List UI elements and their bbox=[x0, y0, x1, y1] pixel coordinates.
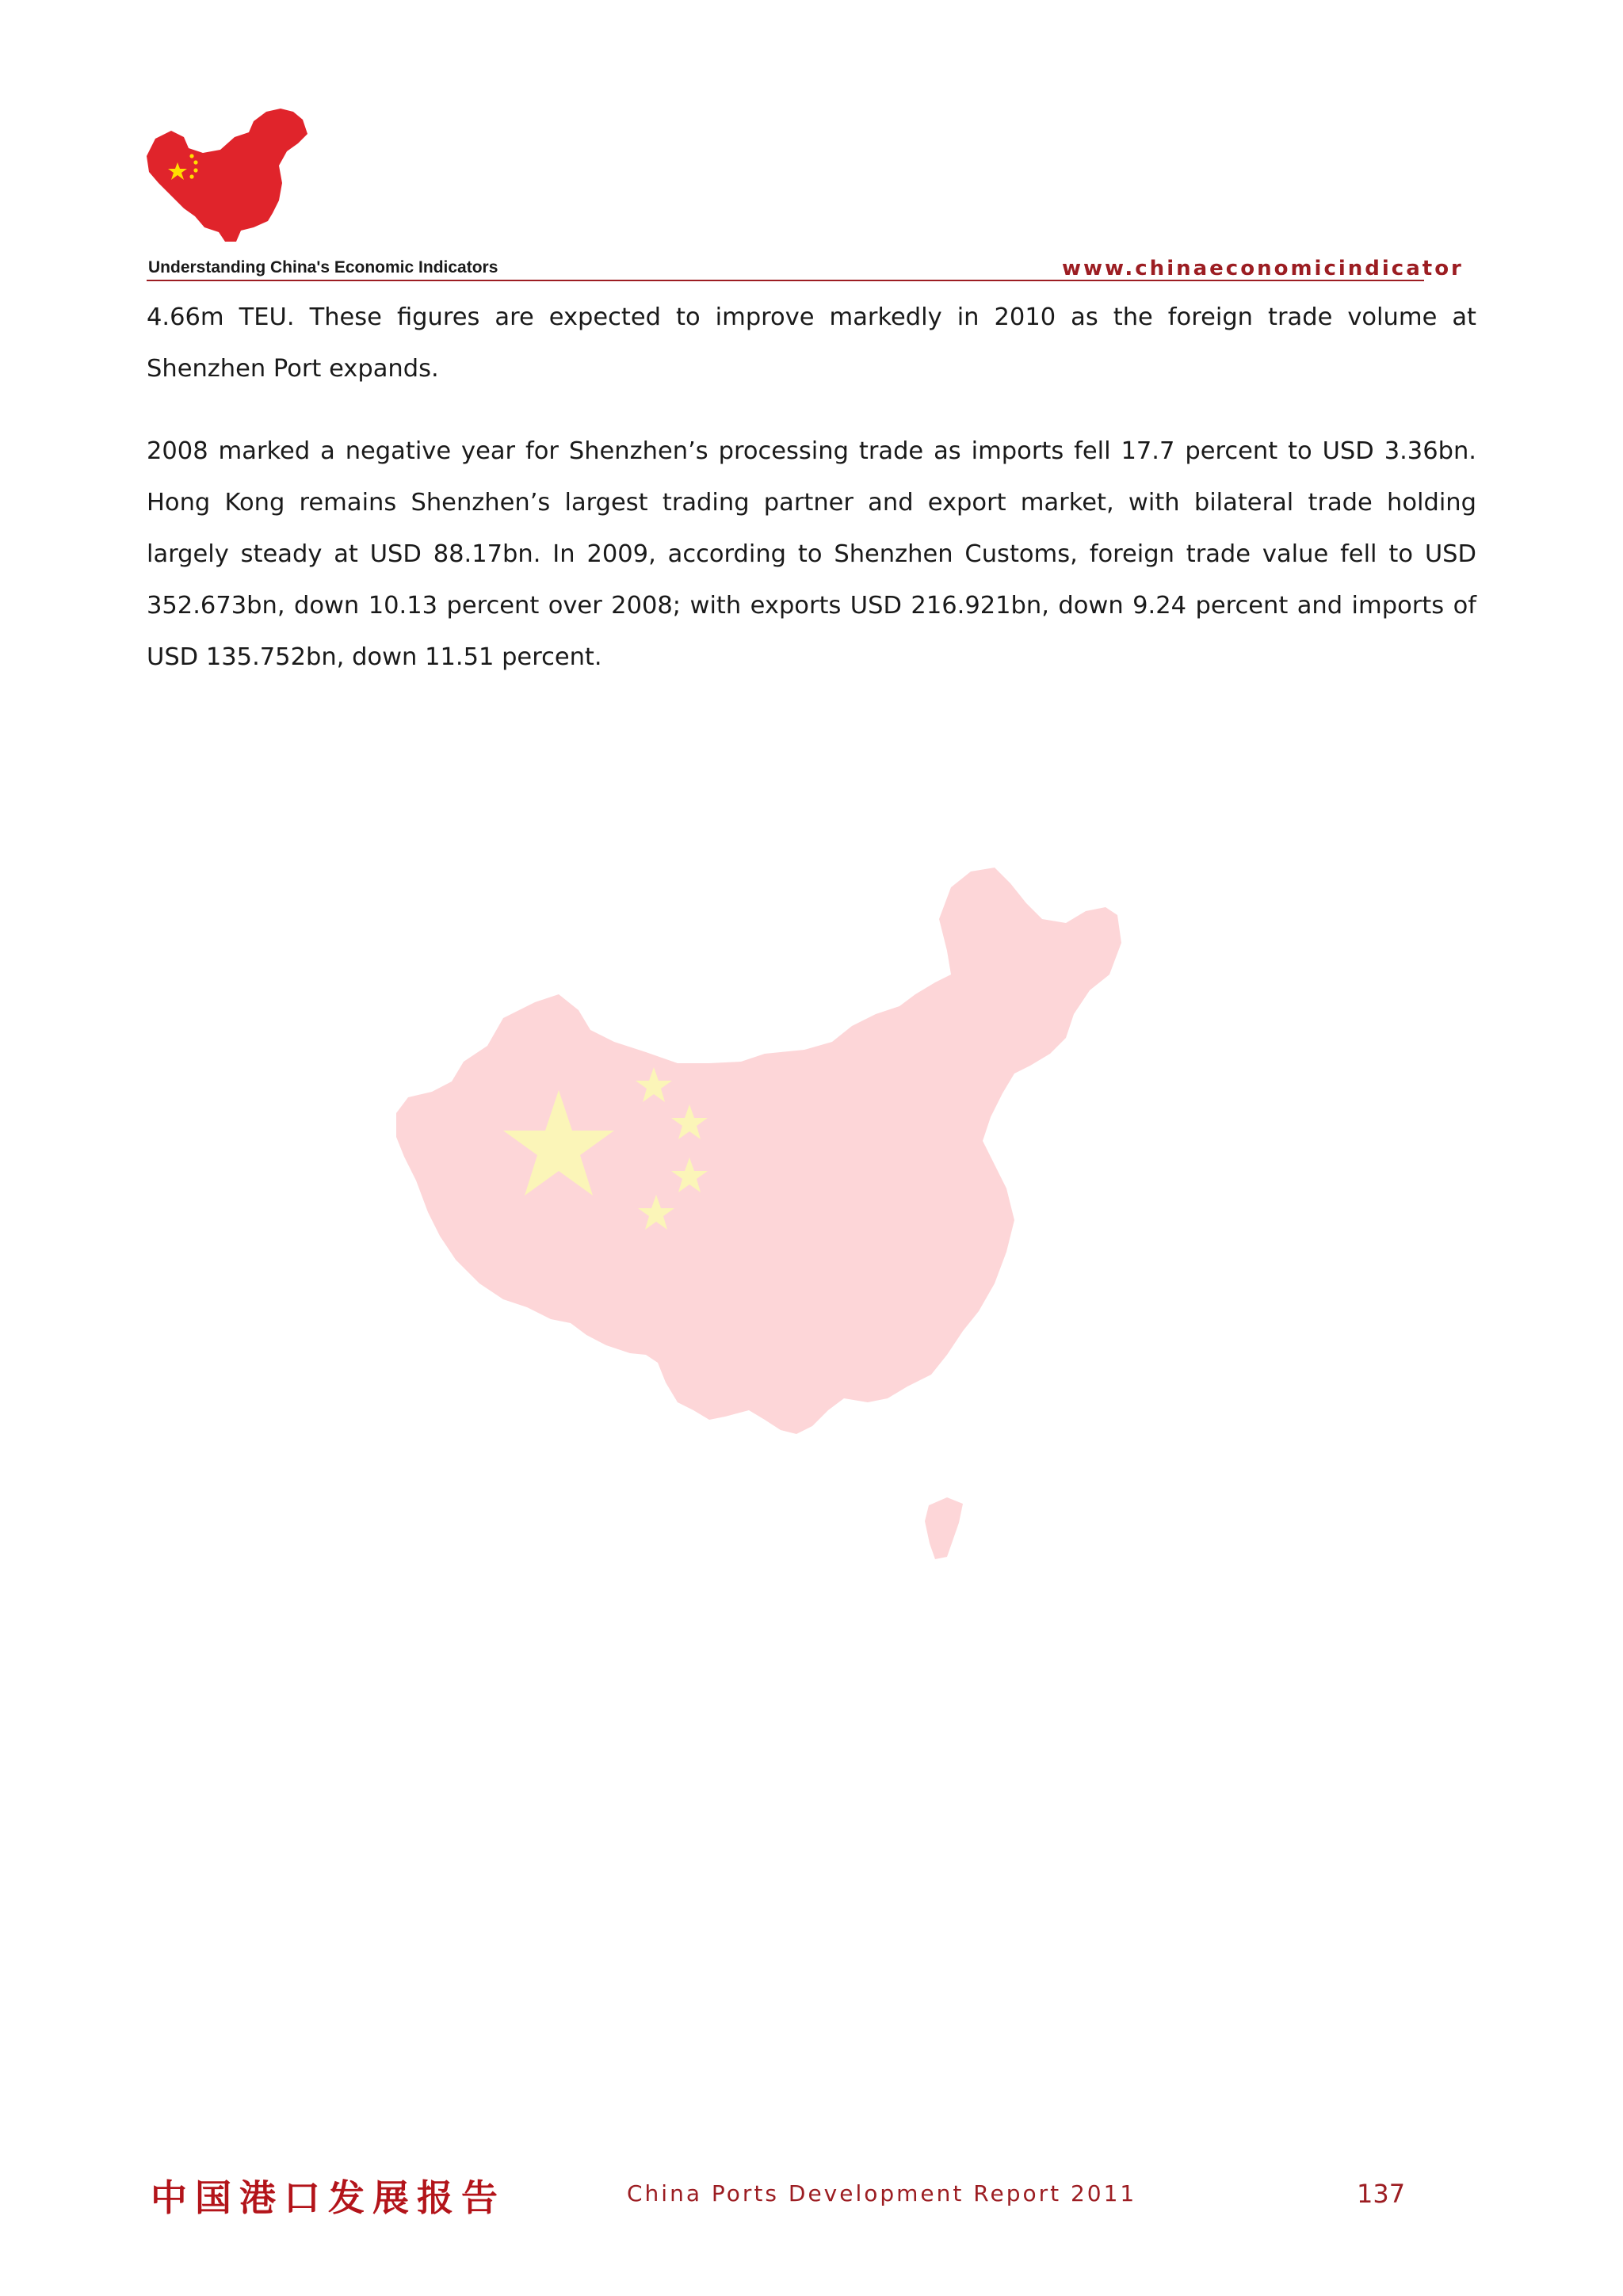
paragraph-2: 2008 marked a negative year for Shenzhen’s processing trade as imports fell 17.7 percent to USD 3.36bn. Hong Kong remains Shenzhen’s largest trading partner and export market, with bilateral trade holding largely steady at USD 88.17bn. In 2009, according to Shenzhen Customs, foreign trade value fell to USD 352.673bn, down 10.13 percent over 2008; with exports USD 216.921bn, down 9.24 percent and imports of USD 135.752bn, down 11.51 percent. bbox=[147, 437, 1476, 671]
footer-report-title: China Ports Development Report 2011 bbox=[627, 2180, 1137, 2206]
header-tagline: Understanding China's Economic Indicators bbox=[148, 258, 498, 277]
header-divider bbox=[147, 280, 1424, 281]
header-url[interactable]: www.chinaeconomicindicator bbox=[1062, 257, 1464, 280]
footer-chinese-title: 中国港口发展报告 bbox=[151, 2176, 506, 2219]
china-map-flag-icon bbox=[143, 107, 309, 250]
body-text bbox=[147, 292, 1476, 714]
page-number: 137 bbox=[1357, 2179, 1406, 2209]
china-map-watermark-icon bbox=[392, 856, 1232, 1561]
paragraph-1: 4.66m TEU. These figures are expected to improve markedly in 2010 as the foreign trade volume at Shenzhen Port expands. bbox=[147, 303, 1476, 383]
